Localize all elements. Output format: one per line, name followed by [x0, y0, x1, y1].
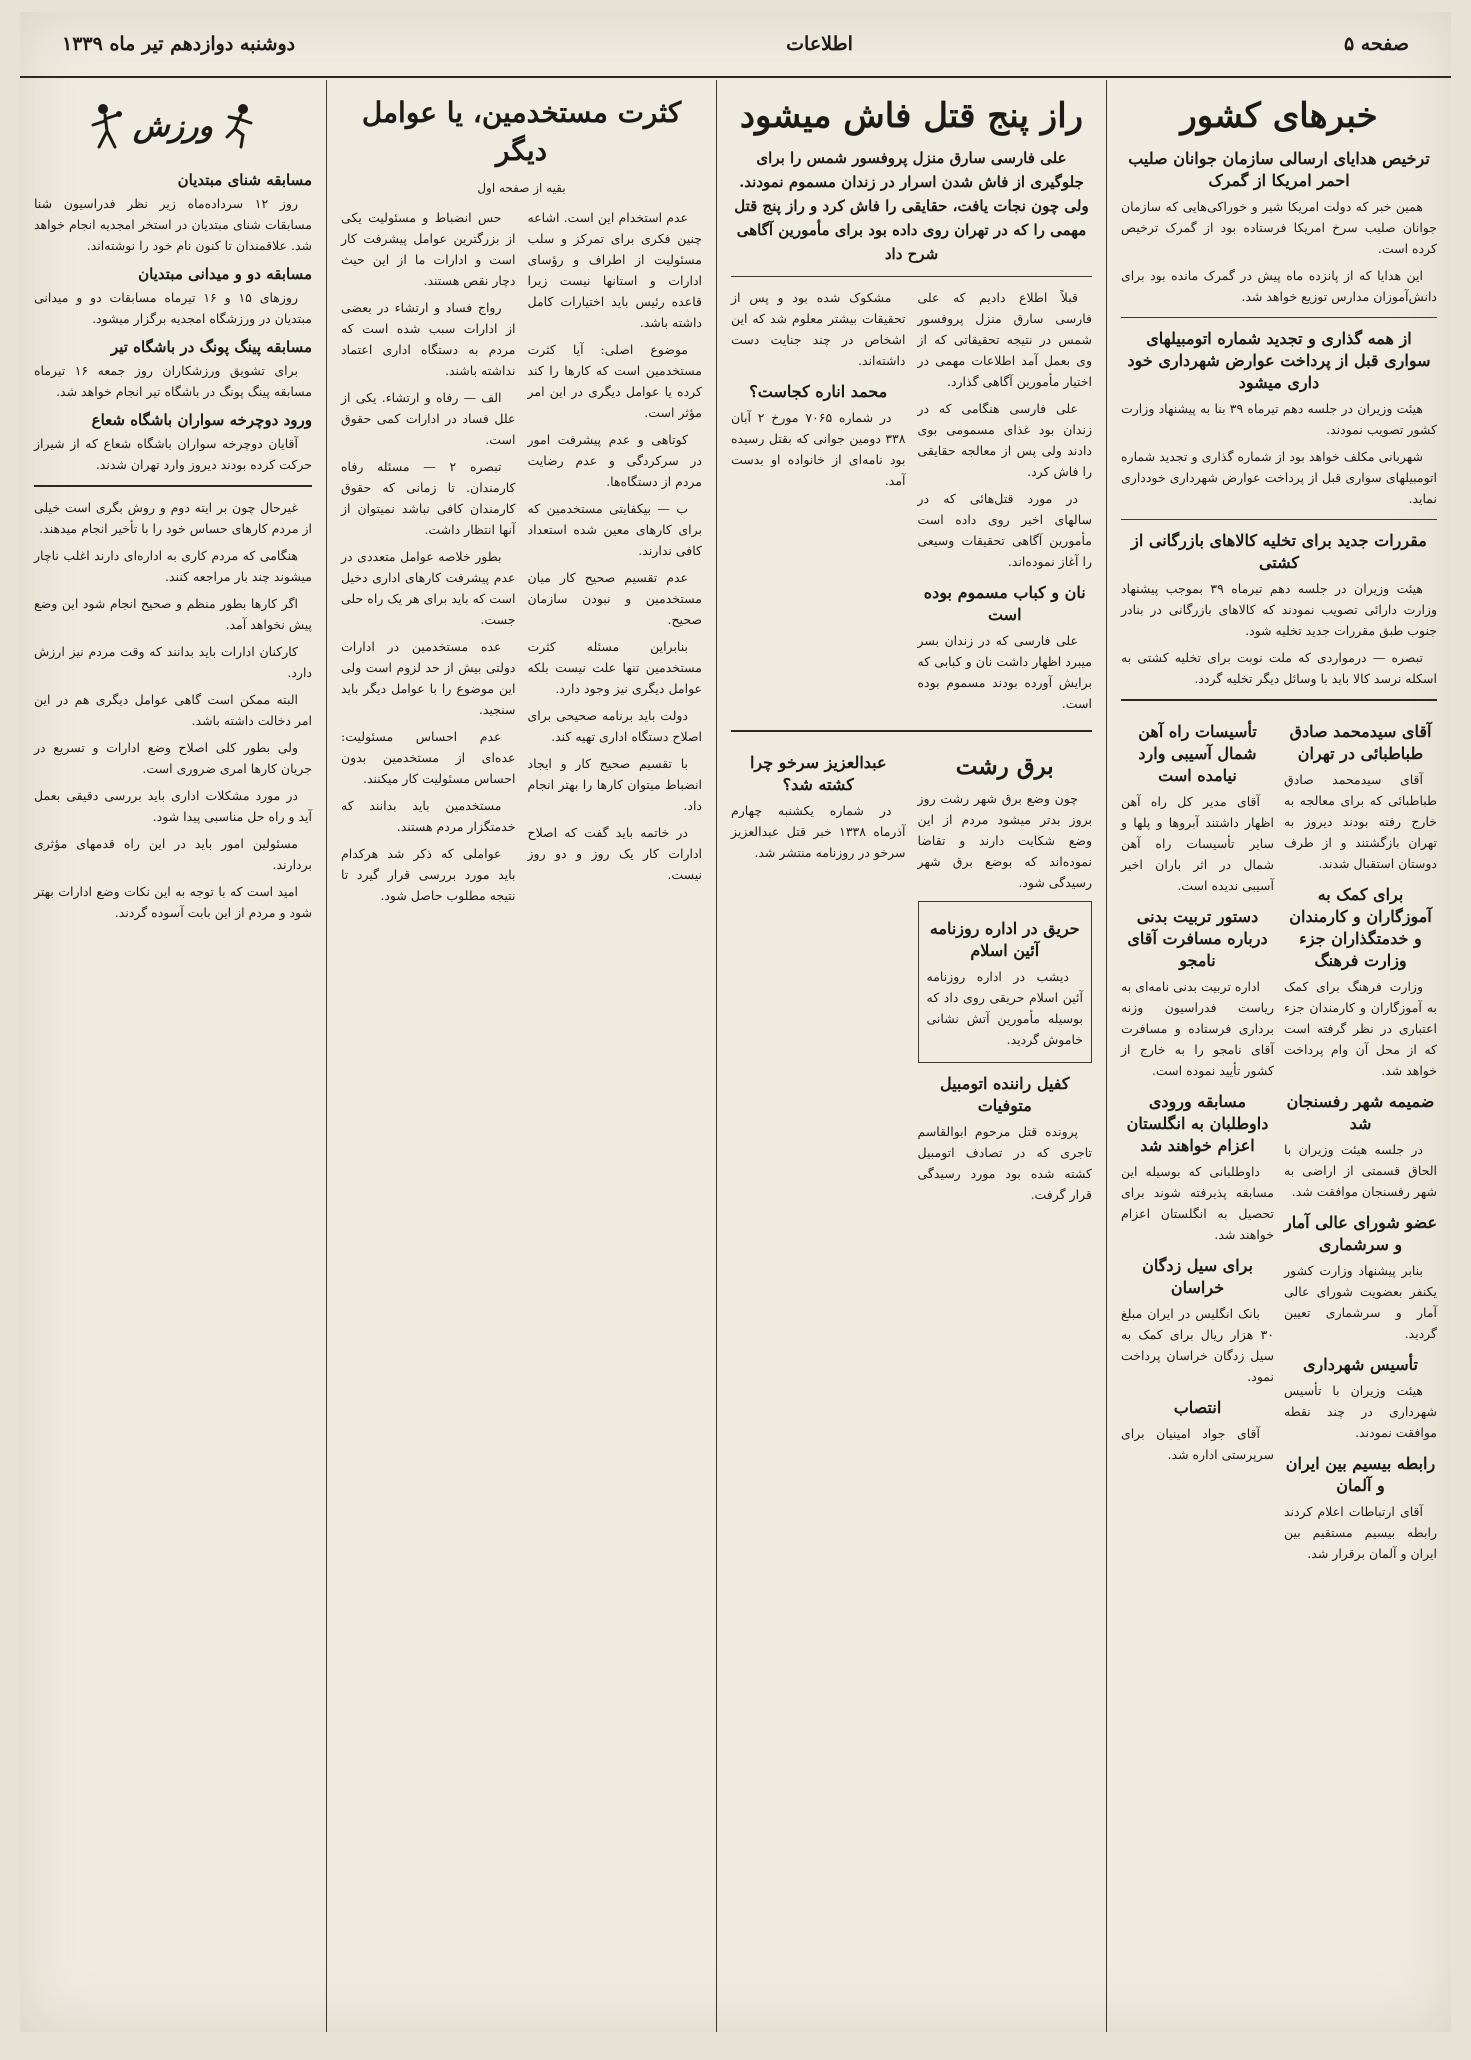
crime-lower [731, 742, 1092, 1211]
appointment-title: انتصاب [1173, 1398, 1222, 1417]
emp-p4: رواج فساد و ارتشاء در بعضی از ادارات سبب شده است که مردم به دستگاه اداری اعتماد نداشته باشند. [341, 300, 516, 378]
issue-date: دوشنبه دوازدهم تیر ماه ۱۳۳۹ [62, 33, 296, 55]
editorial-p1: غیرحال چون بر ایته دوم و روش بگری است خیلی از مردم کارهای حساس خود را با تأخیر انجام میدهند. [34, 500, 312, 536]
england-exam-p: داوطلبانی که بوسیله این مسابقه پذیرفته شوند برای تحصیل به انگلستان اعزام خواهند شد. [1121, 1164, 1274, 1242]
emp-p15: با تقسیم صحیح کار و ایجاد انضباط میتوان کارها را بهتر انجام داد. [527, 756, 702, 813]
continued-from-front: بقیه از صفحه اول [477, 181, 566, 195]
sports-logo-word: ورزش [132, 108, 214, 144]
pingpong-p: برای تشویق ورزشکاران روز جمعه ۱۶ تیرماه مسابقه پینگ پونگ در باشگاه تیر انجام خواهد شد. [34, 363, 312, 399]
car-plate-p2: شهربانی مکلف خواهد بود از شماره گذاری و تجدید شماره اتومبیلهای سواری قبل از پرداخت عوارض شهرداری خودداری نماید. [1121, 449, 1437, 506]
teachers-aid-p: وزارت فرهنگ برای کمک به آموزگاران و کارمندان جزء اعتباری در نظر گرفته است که از محل آن وام پرداخت خواهد شد. [1284, 979, 1437, 1078]
editorial-p8: مسئولین امور باید در این راه قدمهای مؤثری بردارند. [34, 836, 312, 872]
emp-p10: بطور خلاصه عوامل متعددی در عدم پیشرفت کارهای اداری دخیل است که باید برای هر یک راه حلی جست. [341, 549, 516, 627]
car-driver-p: پرونده قتل مرحوم ابوالقاسم تاجری که در تصادف اتومبیل کشته شده بود مورد رسیدگی قرار گرفت. [917, 1124, 1092, 1202]
poisoned-food-title: نان و کباب مسموم بوده است [923, 583, 1086, 624]
emp-p14: عدم احساس مسئولیت: عده‌ای از مستخدمین بدون احساس مسئولیت کار میکنند. [341, 729, 516, 786]
emp-p6: الف — رفاه و ارتشاء. یکی از علل فساد در ادارات کمی حقوق است. [341, 390, 516, 447]
athletics-p: روزهای ۱۵ و ۱۶ تیرماه مسابقات دو و میدانی مبتدیان در ورزشگاه امجدیه برگزار میشود. [34, 290, 312, 326]
editorial-p5: البته ممکن است گاهی عوامل دیگری هم در این امر دخالت داشته باشد. [34, 692, 312, 728]
census-p: بنابر پیشنهاد وزارت کشور یکنفر بعضویت شورای عالی آمار و سرشماری تعیین گردید. [1284, 1263, 1437, 1341]
cyclists-title: ورود دوچرخه سواران باشگاه شعاع [91, 411, 312, 429]
railway-title: تأسیسات راه آهن شمال آسیبی وارد نیامده است [1138, 722, 1257, 785]
editorial-p4: کارکنان ادارات باید بدانند که وقت مردم نیز ارزش دارد. [34, 644, 312, 680]
crime-body [731, 287, 1092, 720]
emp-p11: بنابراین مسئله کثرت مستخدمین تنها علت نیست بلکه عوامل دیگری نیز وجود دارد. [527, 639, 702, 696]
abdulaziz-title: عبدالعزیز سرخو چرا کشته شد؟ [749, 753, 887, 794]
column-crime-story [716, 80, 1106, 2032]
runner-icon [223, 103, 257, 149]
radio-link-title: رابطه بیسیم بین ایران و آلمان [1285, 1454, 1436, 1495]
emp-p3: موضوع اصلی: آیا کثرت مستخدمین است که کارها را کند کرده یا عوامل دیگری در این امر مؤثر است. [527, 342, 702, 420]
car-plate-p1: هیئت وزیران در جلسه دهم تیرماه ۳۹ بنا به پیشنهاد وزارت کشور تصویب نمودند. [1121, 401, 1437, 437]
crime-p4: مشکوک شده بود و پس از تحقیقات بیشتر معلوم شد که این اشخاص در چند جنایت دست داشته‌اند. [731, 290, 906, 368]
flood-victims-p: بانک انگلیس در ایران مبلغ ۳۰ هزار ریال برای کمک به سیل زدگان خراسان پرداخت نمود. [1121, 1306, 1274, 1384]
mohammad-title: محمد اناره کجاست؟ [749, 382, 888, 401]
paper-name: اطلاعات [786, 33, 853, 55]
census-title: عضو شورای عالی آمار و سرشماری [1283, 1213, 1437, 1254]
municipality-title: تأسیس شهرداری [1303, 1355, 1418, 1374]
emp-p12: عده مستخدمین در ادارات دولتی بیش از حد لزوم است ولی این موضوع را با عوامل دیگر باید سنجید. [341, 639, 516, 717]
fire-box [918, 901, 1093, 1063]
boxer-icon [89, 103, 123, 149]
radio-link-p: آقای ارتباطات اعلام کردند رابطه بیسیم مستقیم بین ایران و آلمان برقرار شد. [1284, 1504, 1437, 1561]
emp-p17: در خاتمه باید گفت که اصلاح ادارات کار یک روز و دو روز نیست. [527, 825, 702, 882]
rasht-power-p: چون وضع برق شهر رشت روز بروز بدتر میشود مردم از این وضع شکایت دارند و تقاضا نموده‌اند که بوضع برق شهر رسیدگی شود. [917, 791, 1092, 890]
namjoo-title: دستور تربیت بدنی درباره مسافرت آقای نامجو [1127, 907, 1268, 970]
swim-contest-title: مسابقه شنای مبتدیان [177, 171, 312, 189]
editorial-p2: هنگامی که مردم کاری به اداره‌ای دارند اغلب ناچار میشوند چند بار مراجعه کنند. [34, 548, 312, 584]
newspaper-page [20, 12, 1451, 2032]
cargo-rules-p2: تبصره — درمواردی که ملت نوبت برای تخلیه کشتی به اسکله نرسد کالا باید با وسائل دیگر تخلیه گردد. [1121, 650, 1437, 686]
car-driver-title: کفیل راننده اتومبیل متوفیات [939, 1074, 1070, 1115]
crime-deck: علی فارسی سارق منزل پروفسور شمس را برای جلوگیری از فاش شدن اسرار در زندان مسموم نمودند. ولی چون نجات یافت، حقایقی را فاش کرد و راز پنج قتل مهمی را که در تهران روی داده بود برای مأمورین آگاهی شرح داد [734, 149, 1089, 263]
sports-logo [34, 90, 312, 162]
namjoo-p: اداره تربیت بدنی نامه‌ای به ریاست فدراسیون وزنه برداری فرستاده و مسافرت آقای نامجو را به خارج از کشور تأیید نموده است. [1121, 979, 1274, 1078]
abdulaziz-p: در شماره یکشنبه چهارم آذرماه ۱۳۳۸ خبر قتل عبدالعزیز سرخو در روزنامه منتشر شد. [731, 803, 906, 860]
column-sports [20, 80, 326, 2032]
columns [20, 80, 1451, 2032]
gift-release-p1: همین خبر که دولت امریکا شیر و خوراکی‌هایی که سازمان جوانان صلیب سرخ امریکا فرستاده بود از گمرک ترخیص کرده است. [1121, 199, 1437, 256]
gift-release-title: ترخیص هدایای ارسالی سازمان جوانان صلیب احمر امریکا از گمرک [1128, 149, 1430, 190]
news-subcolumns [1121, 711, 1437, 1570]
rafsanjan-p: در جلسه هیئت وزیران با الحاق قسمتی از اراضی به شهر رفسنجان موافقت شد. [1284, 1142, 1437, 1199]
masthead [20, 12, 1451, 78]
appointment-p: آقای جواد امینیان برای سرپرستی اداره شد. [1121, 1426, 1274, 1462]
rafsanjan-title: ضمیمه شهر رفسنجان شد [1286, 1092, 1435, 1133]
emp-p13: دولت باید برنامه صحیحی برای اصلاح دستگاه اداری تهیه کند. [527, 708, 702, 744]
railway-p: آقای مدیر کل راه آهن اظهار داشتند آبروها و پلها و سایر تأسیسات راه آهن شمال در اثر باران اخیر آسیبی ندیده است. [1121, 794, 1274, 893]
emp-p5: کوتاهی و عدم پیشرفت امور در سرکردگی و عدم رضایت مردم از دستگاه‌ها. [527, 432, 702, 489]
news-subcolumn-right [1284, 711, 1437, 1570]
gift-release-p2: این هدایا که از پانزده ماه پیش در گمرک مانده بود برای دانش‌آموزان مدارس توزیع خواهد شد. [1121, 268, 1437, 304]
editorial-p3: اگر کارها بطور منظم و صحیح انجام شود این وضع پیش نخواهد آمد. [34, 596, 312, 632]
emp-p7: ب — بیکفایتی مستخدمین که برای کارهای معین شده استعداد کافی ندارند. [527, 501, 702, 558]
fire-p: دیشب در اداره روزنامه آئین اسلام حریقی روی داد که بوسیله مأمورین آتش نشانی خاموش گردید. [926, 969, 1083, 1047]
flood-victims-title: برای سیل زدگان خراسان [1142, 1256, 1253, 1297]
column-employees-editorial [326, 80, 716, 2032]
teachers-aid-title: برای کمک به آموزگاران و کارمندان و خدمتگذاران جزء وزارت فرهنگ [1289, 885, 1432, 970]
crime-p1: قبلاً اطلاع دادیم که علی فارسی سارق منزل پروفسور شمس در نتیجه تحقیقاتی که از وی بعمل آمد اطلاعات مهمی در اختیار مأمورین آگاهی گذارد. [917, 290, 1092, 389]
mohammad-p: در شماره ۷۰۶۵ مورخ ۲ آبان ۳۳۸ دومین جوانی که بقتل رسیده بود نامه‌ای از خانواده او بدست آمد. [731, 410, 906, 488]
cargo-rules-p1: هیئت وزیران در جلسه دهم تیرماه ۳۹ بموجب پیشنهاد وزارت دارائی تصویب نمودند که کالاهای بازرگانی در بنادر جنوب طبق مقررات جدید تخلیه شود. [1121, 581, 1437, 638]
editorial-p7: در مورد مشکلات اداری باید بررسی دقیقی بعمل آید و راه حل مناسبی پیدا شود. [34, 788, 312, 824]
england-exam-title: مسابقه ورودی داوطلبان به انگلستان اعزام خواهند شد [1126, 1092, 1269, 1155]
emp-p16: مستخدمین باید بدانند که خدمتگزار مردم هستند. [341, 798, 516, 834]
emp-p8: تبصره ۲ — مسئله رفاه کارمندان. تا زمانی که حقوق کارمندان کافی نباشد نمیتوان از آنها انتظار داشت. [341, 459, 516, 537]
athletics-title: مسابقه دو و میدانی مبتدیان [138, 265, 312, 283]
emp-p9: عدم تقسیم صحیح کار میان مستخدمین و نبودن سازمان صحیح. [527, 570, 702, 627]
emp-p2: حس انضباط و مسئولیت یکی از بزرگترین عوامل پیشرفت کار است و ادارات ما از این حیث دچار نقص هستند. [341, 210, 516, 288]
country-news-headline: خبرهای کشور [1180, 96, 1378, 136]
crime-p2: علی فارسی هنگامی که در زندان بود غذای مسمومی بوی دادند ولی پس از معالجه حقایقی را فاش کرد. [917, 401, 1092, 479]
crime-p3: در مورد قتل‌هائی که در سالهای اخیر روی داده است مأمورین آگاهی تحقیقات وسیعی را آغاز نموده‌اند. [917, 491, 1092, 569]
tabatabai-p: آقای سیدمحمد صادق طباطبائی که برای معالجه به خارج رفته بودند دیروز به تهران بازگشتند و از طرف دوستان استقبال شدند. [1284, 772, 1437, 871]
page-label: صفحه ۵ [1343, 33, 1409, 55]
employees-body [341, 207, 702, 912]
poisoned-food-p: علی فارسی که در زندان بسر میبرد اظهار داشت نان و کبابی که برایش آورده بودند مسموم بوده است. [917, 633, 1092, 711]
emp-p1: عدم استخدام این است. اشاعه چنین فکری برای تمرکز و سلب مسئولیت از اطراف و رؤسای ادارات و استانها نیست زیرا قاعده رئیس باید اختیارات کامل داشته باشد. [527, 210, 702, 330]
editorial-p6: ولی بطور کلی اصلاح وضع ادارات و تسریع در جریان کارها امری ضروری است. [34, 740, 312, 776]
car-plate-title: از همه گذاری و تجدید شماره اتومبیلهای سواری قبل از پرداخت عوارض شهرداری خود داری میشود [1127, 329, 1431, 392]
column-country-news [1106, 80, 1451, 2032]
emp-p18: عواملی که ذکر شد هرکدام باید مورد بررسی قرار گیرد تا نتیجه مطلوب حاصل شود. [341, 846, 516, 903]
municipality-p: هیئت وزیران با تأسیس شهرداری در چند نقطه موافقت نمودند. [1284, 1383, 1437, 1440]
cargo-rules-title: مقررات جدید برای تخلیه کالاهای بازرگانی از کشتی [1131, 531, 1427, 572]
cyclists-p: آقایان دوچرخه سواران باشگاه شعاع که از شیراز حرکت کرده بودند دیروز وارد تهران شدند. [34, 436, 312, 472]
swim-contest-p: روز ۱۲ سرداده‌ماه زیر نظر فدراسیون شنا مسابقات شنای مبتدیان در استخر امجدیه انجام خواهد شد. علاقمندان تا کنون نام خود را نوشته‌اند. [34, 196, 312, 253]
tabatabai-title: آقای سیدمحمد صادق طباطبائی در تهران [1289, 722, 1432, 763]
crime-headline: راز پنج قتل فاش میشود [739, 96, 1084, 136]
rasht-power-title: برق رشت [955, 753, 1054, 780]
employees-headline: کثرت مستخدمین، یا عوامل دیگر [361, 96, 682, 167]
editorial-p9: امید است که با توجه به این نکات وضع ادارات بهتر شود و مردم از این بابت آسوده گردند. [34, 884, 312, 920]
pingpong-title: مسابقه پینگ پونگ در باشگاه تیر [110, 338, 312, 356]
news-subcolumn-left [1121, 711, 1274, 1570]
fire-title: حریق در اداره روزنامه آئین اسلام [929, 919, 1080, 960]
